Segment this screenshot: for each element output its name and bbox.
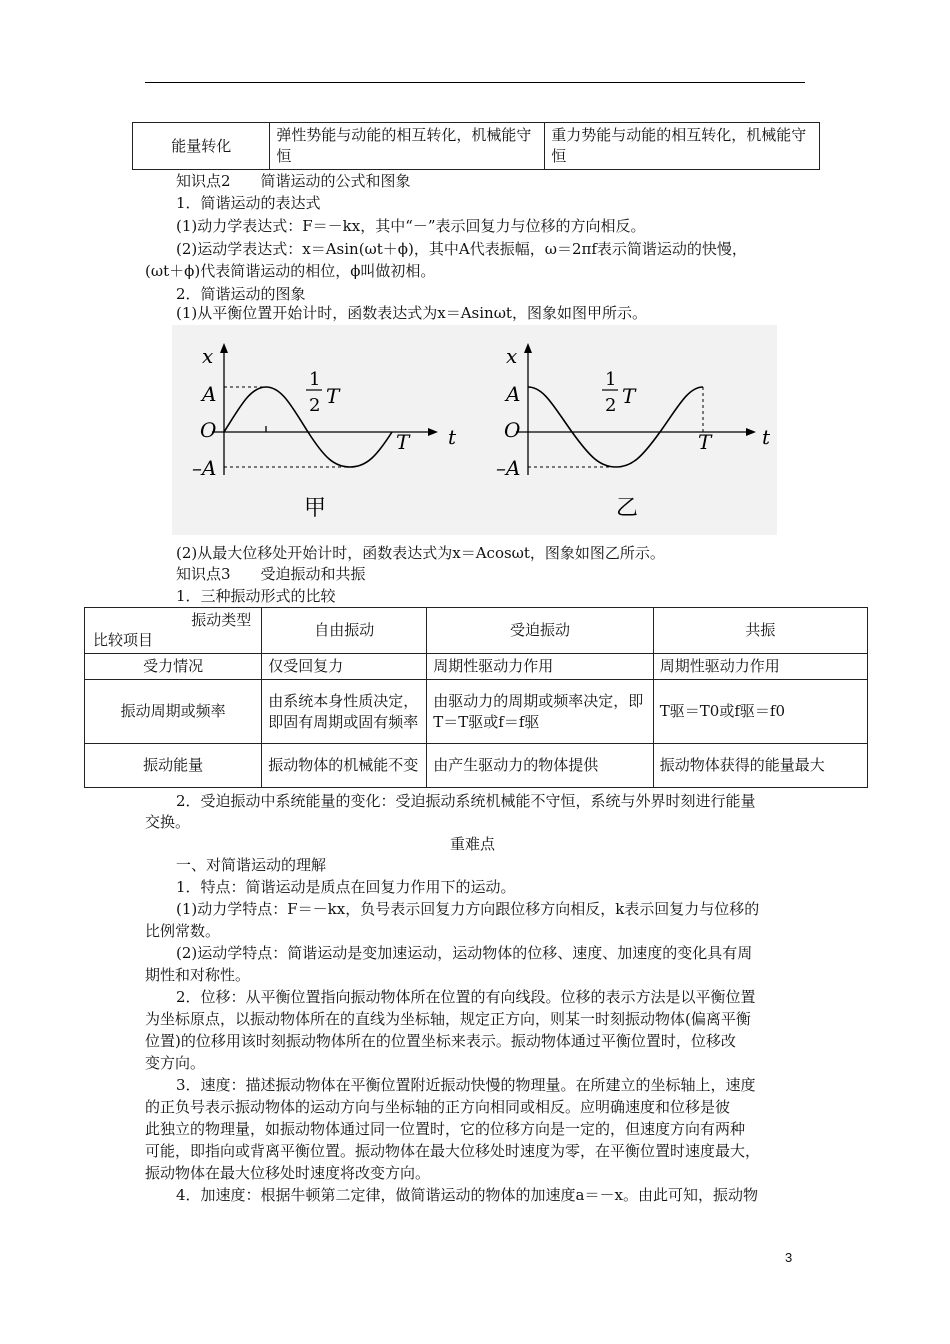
neg-amp-label-jia: –A (192, 456, 217, 480)
half-T-yi: T (622, 384, 636, 408)
corner-bottom: 比较项目 (93, 631, 154, 649)
zn-l3-2: 期性和对称性。 (145, 966, 251, 984)
shm-graphs (172, 325, 777, 535)
axis-t-label-yi: t (762, 425, 771, 449)
zn-l1: 1．特点：简谐运动是质点在回复力作用下的运动。 (176, 878, 516, 896)
amp-label-jia: A (202, 382, 217, 406)
neg-amp-label-yi: –A (496, 456, 521, 480)
kp2-s2: 2．简谐运动的图象 (176, 285, 306, 303)
table-row (85, 744, 868, 788)
table-cell: 振动物体的机械能不变 (262, 744, 427, 788)
zn-l3-1: (2)运动学特点：简谐运动是变加速运动，运动物体的位移、速度、加速度的变化具有周 (176, 944, 753, 962)
half-num-jia: 1 (309, 369, 321, 390)
header-rule (145, 82, 805, 83)
zn-l4-2: 为坐标原点，以振动物体所在的直线为坐标轴，规定正方向，则某一时刻振动物体(偏离平衡 (145, 1010, 751, 1028)
kp2-title: 知识点2 简谐运动的公式和图象 (176, 172, 411, 190)
zn-l4-4: 变方向。 (145, 1054, 206, 1072)
kp2-s2a: (1)从平衡位置开始计时，函数表达式为x＝Asinωt，图象如图甲所示。 (176, 304, 647, 322)
axis-t-label-jia: t (448, 425, 457, 449)
origin-label-yi: O (504, 418, 521, 442)
kp2-s1b-2: (ωt＋ϕ)代表简谐运动的相位，ϕ叫做初相。 (145, 262, 436, 280)
half-den-jia: 2 (309, 395, 321, 416)
energy-table (132, 122, 820, 170)
zn-l6-1: 4．加速度：根据牛顿第二定律，做简谐运动的物体的加速度a＝－x。由此可知，振动物 (176, 1186, 758, 1204)
header-free: 自由振动 (262, 608, 427, 654)
axis-x-label-yi: x (506, 344, 518, 368)
table-cell: 振动物体获得的能量最大 (653, 744, 867, 788)
zn-l2-1: (1)动力学特点：F＝－kx，负号表示回复力方向跟位移方向相反，k表示回复力与位移的 (176, 900, 760, 918)
zn-l2-2: 比例常数。 (145, 922, 221, 940)
table-cell: 由系统本身性质决定，即固有周期或固有频率 (262, 680, 427, 744)
table-cell: 由驱动力的周期或频率决定，即T＝T驱或f＝f驱 (427, 680, 653, 744)
header-forced: 受迫振动 (427, 608, 653, 654)
zn-l5-2: 的正负号表示振动物体的运动方向与坐标轴的正方向相同或相反。应明确速度和位移是彼 (145, 1098, 731, 1116)
energy-label: 能量转化 (133, 123, 270, 170)
zn-l4-3: 位置)的位移用该时刻振动物体所在的位置坐标来表示。振动物体通过平衡位置时，位移改 (145, 1032, 736, 1050)
energy-col2: 重力势能与动能的相互转化，机械能守恒 (545, 123, 820, 170)
header-resonance: 共振 (653, 608, 867, 654)
energy-col1: 弹性势能与动能的相互转化，机械能守恒 (270, 123, 545, 170)
table-row (85, 680, 868, 744)
section-title: 重难点 (450, 835, 496, 853)
kp2-s2b: (2)从最大位移处开始计时，函数表达式为x＝Acosωt，图象如图乙所示。 (176, 544, 665, 562)
axis-x-label-jia: x (202, 344, 214, 368)
kp2-s1a: (1)动力学表达式：F＝－kx，其中“－”表示回复力与位移的方向相反。 (176, 217, 646, 235)
forced-energy-2: 交换。 (145, 813, 191, 831)
corner-top: 振动类型 (191, 611, 252, 629)
zn-l5-3: 此独立的物理量，如振动物体通过同一位置时，它的位移方向是一定的，但速度方向有两种 (145, 1120, 746, 1138)
table-cell: 周期性驱动力作用 (653, 654, 867, 680)
table-row (85, 654, 868, 680)
page-number: 3 (785, 1250, 793, 1265)
graph-jia (192, 343, 457, 521)
kp3-title: 知识点3 受迫振动和共振 (176, 565, 366, 583)
kp2-s1: 1．简谐运动的表达式 (176, 194, 321, 212)
half-T-jia: T (326, 384, 340, 408)
table-cell: T驱＝T0或f驱＝f0 (653, 680, 867, 744)
zn-l4-1: 2．位移：从平衡位置指向振动物体所在位置的有向线段。位移的表示方法是以平衡位置 (176, 988, 756, 1006)
kp3-s1: 1．三种振动形式的比较 (176, 587, 336, 605)
caption-yi: 乙 (616, 496, 639, 521)
table-cell: 仅受回复力 (262, 654, 427, 680)
zn-l5-5: 振动物体在最大位移处时速度将改变方向。 (145, 1164, 431, 1182)
vibration-compare-table (84, 607, 868, 788)
row-label: 振动周期或频率 (85, 680, 262, 744)
origin-label-jia: O (200, 418, 217, 442)
amp-label-yi: A (506, 382, 521, 406)
forced-energy-1: 2．受迫振动中系统能量的变化：受迫振动系统机械能不守恒，系统与外界时刻进行能量 (176, 792, 756, 810)
period-T-jia: T (396, 430, 410, 454)
zn-l5-4: 可能，即指向或背离平衡位置。振动物体在最大位移处时速度为零，在平衡位置时速度最大， (145, 1142, 761, 1160)
kp2-s1b-1: (2)运动学表达式：x＝Asin(ωt＋ϕ)，其中A代表振幅，ω＝2πf表示简谐运动的快慢， (176, 240, 747, 258)
graph-yi (496, 343, 771, 521)
row-label: 振动能量 (85, 744, 262, 788)
corner-cell (85, 608, 262, 654)
zn-h1: 一、对简谐运动的理解 (176, 856, 327, 874)
sine-curve (224, 387, 392, 467)
caption-jia: 甲 (304, 496, 327, 521)
half-num-yi: 1 (605, 369, 617, 390)
shm-figure (172, 325, 777, 535)
table-cell: 由产生驱动力的物体提供 (427, 744, 653, 788)
period-T-yi: T (698, 430, 712, 454)
zn-l5-1: 3．速度：描述振动物体在平衡位置附近振动快慢的物理量。在所建立的坐标轴上，速度 (176, 1076, 756, 1094)
row-label: 受力情况 (85, 654, 262, 680)
half-den-yi: 2 (605, 395, 617, 416)
table-cell: 周期性驱动力作用 (427, 654, 653, 680)
